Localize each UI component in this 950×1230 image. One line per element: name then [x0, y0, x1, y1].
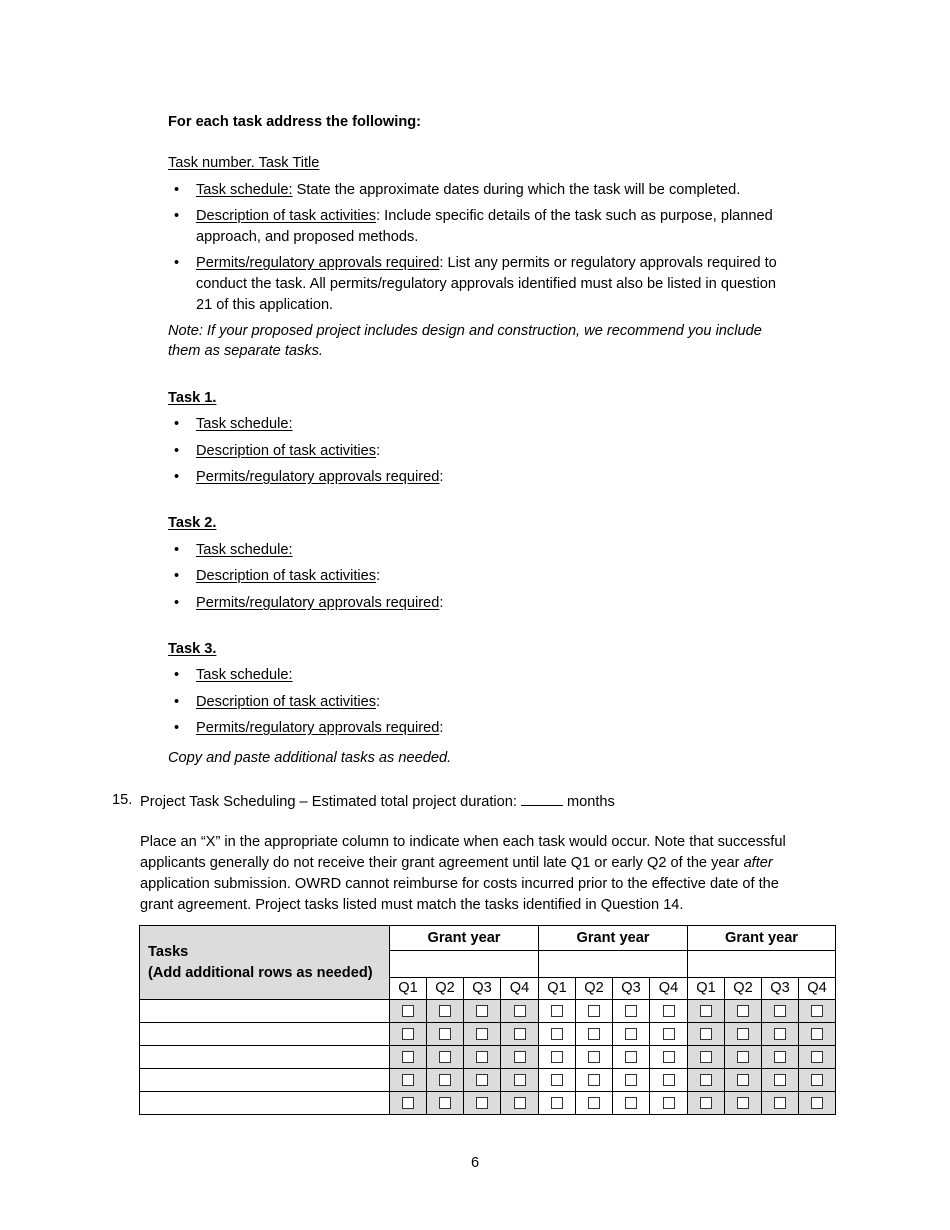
task-name-cell[interactable]: [140, 1046, 390, 1069]
checkbox-icon[interactable]: [774, 1051, 786, 1063]
checkbox-icon[interactable]: [402, 1097, 414, 1109]
checkbox-icon[interactable]: [514, 1097, 526, 1109]
task-3-description: Description of task activities:: [196, 694, 381, 710]
checkbox-icon[interactable]: [737, 1028, 749, 1040]
quarter-header: Q2: [576, 978, 613, 1000]
quarter-checkbox-cell[interactable]: [799, 1092, 836, 1115]
year-input-1[interactable]: [390, 951, 539, 978]
quarter-checkbox-cell[interactable]: [688, 1069, 725, 1092]
quarter-checkbox-cell[interactable]: [390, 1046, 427, 1069]
bullet: •: [174, 595, 180, 611]
checkbox-icon[interactable]: [700, 1097, 712, 1109]
bullet: •: [174, 694, 180, 710]
task-format-title: Task number. Task Title: [168, 155, 320, 171]
duration-blank[interactable]: [521, 790, 563, 806]
checkbox-icon[interactable]: [663, 1051, 675, 1063]
checkbox-icon[interactable]: [737, 1051, 749, 1063]
format-item-permits-cont2: 21 of this application.: [196, 297, 334, 313]
q15-para-line2: applicants generally do not receive their grant agreement until late Q1 or early Q2 of the year after: [140, 855, 773, 871]
quarter-header: Q2: [725, 978, 762, 1000]
year-input-3[interactable]: [688, 951, 836, 978]
format-item-permits: Permits/regulatory approvals required: List any permits or regulatory approvals required to: [196, 255, 777, 271]
quarter-checkbox-cell[interactable]: [390, 1023, 427, 1046]
checkbox-icon[interactable]: [551, 1005, 563, 1017]
bullet: •: [174, 443, 180, 459]
quarter-checkbox-cell[interactable]: [427, 1000, 464, 1023]
checkbox-icon[interactable]: [663, 1097, 675, 1109]
task-1-permits: Permits/regulatory approvals required:: [196, 469, 444, 485]
quarter-checkbox-cell[interactable]: [688, 1092, 725, 1115]
checkbox-icon[interactable]: [811, 1051, 823, 1063]
checkbox-icon[interactable]: [700, 1005, 712, 1017]
checkbox-icon[interactable]: [439, 1005, 451, 1017]
format-item-schedule: Task schedule: State the approximate dates during which the task will be completed.: [196, 182, 741, 198]
checkbox-icon[interactable]: [402, 1074, 414, 1086]
quarter-checkbox-cell[interactable]: [539, 1000, 576, 1023]
task-name-cell[interactable]: [140, 1000, 390, 1023]
quarter-checkbox-cell[interactable]: [650, 1046, 688, 1069]
checkbox-icon[interactable]: [663, 1005, 675, 1017]
quarter-header: Q4: [799, 978, 836, 1000]
checkbox-icon[interactable]: [625, 1097, 637, 1109]
checkbox-icon[interactable]: [700, 1074, 712, 1086]
checkbox-icon[interactable]: [625, 1005, 637, 1017]
quarter-checkbox-cell[interactable]: [799, 1000, 836, 1023]
checkbox-icon[interactable]: [625, 1074, 637, 1086]
quarter-checkbox-cell[interactable]: [613, 1000, 650, 1023]
checkbox-icon[interactable]: [663, 1074, 675, 1086]
checkbox-icon[interactable]: [551, 1028, 563, 1040]
quarter-checkbox-cell[interactable]: [576, 1069, 613, 1092]
quarter-header: Q3: [762, 978, 799, 1000]
grant-year-header-1: Grant year: [390, 926, 539, 951]
checkbox-icon[interactable]: [551, 1097, 563, 1109]
checkbox-icon[interactable]: [588, 1005, 600, 1017]
quarter-checkbox-cell[interactable]: [799, 1046, 836, 1069]
checkbox-icon[interactable]: [551, 1074, 563, 1086]
checkbox-icon[interactable]: [476, 1097, 488, 1109]
checkbox-icon[interactable]: [625, 1051, 637, 1063]
quarter-checkbox-cell[interactable]: [576, 1046, 613, 1069]
quarter-checkbox-cell[interactable]: [762, 1069, 799, 1092]
task-name-cell[interactable]: [140, 1023, 390, 1046]
checkbox-icon[interactable]: [476, 1074, 488, 1086]
checkbox-icon[interactable]: [439, 1028, 451, 1040]
quarter-checkbox-cell[interactable]: [613, 1069, 650, 1092]
checkbox-icon[interactable]: [663, 1028, 675, 1040]
checkbox-icon[interactable]: [551, 1051, 563, 1063]
task-name-cell[interactable]: [140, 1092, 390, 1115]
quarter-checkbox-cell[interactable]: [650, 1000, 688, 1023]
quarter-checkbox-cell[interactable]: [576, 1000, 613, 1023]
quarter-checkbox-cell[interactable]: [799, 1069, 836, 1092]
format-item-description-cont: approach, and proposed methods.: [196, 229, 419, 245]
quarter-checkbox-cell[interactable]: [650, 1092, 688, 1115]
bullet: •: [174, 255, 180, 271]
year-input-2[interactable]: [539, 951, 688, 978]
quarter-checkbox-cell[interactable]: [464, 1023, 501, 1046]
checkbox-icon[interactable]: [774, 1028, 786, 1040]
checkbox-icon[interactable]: [402, 1005, 414, 1017]
quarter-checkbox-cell[interactable]: [650, 1069, 688, 1092]
bullet: •: [174, 568, 180, 584]
quarter-checkbox-cell[interactable]: [725, 1069, 762, 1092]
task-2-permits: Permits/regulatory approvals required:: [196, 595, 444, 611]
checkbox-icon[interactable]: [402, 1051, 414, 1063]
task-name-cell[interactable]: [140, 1069, 390, 1092]
checkbox-icon[interactable]: [700, 1051, 712, 1063]
checkbox-icon[interactable]: [811, 1028, 823, 1040]
checkbox-icon[interactable]: [514, 1028, 526, 1040]
quarter-checkbox-cell[interactable]: [725, 1092, 762, 1115]
quarter-checkbox-cell[interactable]: [725, 1046, 762, 1069]
question-15-text: Project Task Scheduling – Estimated total project duration: months: [140, 790, 615, 813]
quarter-checkbox-cell[interactable]: [501, 1000, 539, 1023]
intro-heading: For each task address the following:: [168, 114, 422, 130]
quarter-checkbox-cell[interactable]: [427, 1046, 464, 1069]
checkbox-icon[interactable]: [439, 1051, 451, 1063]
quarter-checkbox-cell[interactable]: [613, 1046, 650, 1069]
task-2-title: Task 2.: [168, 515, 217, 531]
checkbox-icon[interactable]: [774, 1005, 786, 1017]
quarter-checkbox-cell[interactable]: [799, 1023, 836, 1046]
task-3-permits: Permits/regulatory approvals required:: [196, 720, 444, 736]
quarter-checkbox-cell[interactable]: [427, 1069, 464, 1092]
quarter-checkbox-cell[interactable]: [762, 1046, 799, 1069]
bullet: •: [174, 208, 180, 224]
copy-note: Copy and paste additional tasks as needed.: [168, 750, 452, 766]
grant-year-header-3: Grant year: [688, 926, 836, 951]
quarter-checkbox-cell[interactable]: [464, 1000, 501, 1023]
checkbox-icon[interactable]: [476, 1028, 488, 1040]
checkbox-icon[interactable]: [700, 1028, 712, 1040]
task-3-schedule: Task schedule:: [196, 667, 293, 683]
quarter-header: Q4: [501, 978, 539, 1000]
checkbox-icon[interactable]: [514, 1074, 526, 1086]
quarter-checkbox-cell[interactable]: [576, 1092, 613, 1115]
bullet: •: [174, 542, 180, 558]
checkbox-icon[interactable]: [774, 1097, 786, 1109]
checkbox-icon[interactable]: [476, 1005, 488, 1017]
quarter-checkbox-cell[interactable]: [725, 1023, 762, 1046]
quarter-checkbox-cell[interactable]: [762, 1000, 799, 1023]
quarter-checkbox-cell[interactable]: [762, 1023, 799, 1046]
checkbox-icon[interactable]: [737, 1005, 749, 1017]
quarter-checkbox-cell[interactable]: [613, 1092, 650, 1115]
task-1-description: Description of task activities:: [196, 443, 381, 459]
checkbox-icon[interactable]: [811, 1074, 823, 1086]
checkbox-icon[interactable]: [439, 1074, 451, 1086]
bullet: •: [174, 182, 180, 198]
quarter-checkbox-cell[interactable]: [501, 1023, 539, 1046]
quarter-checkbox-cell[interactable]: [539, 1046, 576, 1069]
bullet: •: [174, 667, 180, 683]
q15-para-line3: application submission. OWRD cannot reimburse for costs incurred prior to the effective date of the: [140, 876, 779, 892]
tasks-header: Tasks (Add additional rows as needed): [140, 926, 390, 1000]
checkbox-icon[interactable]: [811, 1005, 823, 1017]
checkbox-icon[interactable]: [737, 1097, 749, 1109]
quarter-header: Q3: [464, 978, 501, 1000]
checkbox-icon[interactable]: [588, 1051, 600, 1063]
quarter-header: Q2: [427, 978, 464, 1000]
quarter-checkbox-cell[interactable]: [688, 1023, 725, 1046]
quarter-header: Q3: [613, 978, 650, 1000]
checkbox-icon[interactable]: [774, 1074, 786, 1086]
quarter-checkbox-cell[interactable]: [501, 1046, 539, 1069]
quarter-checkbox-cell[interactable]: [427, 1092, 464, 1115]
format-item-permits-cont: conduct the task. All permits/regulatory approvals identified must also be listed in question: [196, 276, 777, 292]
quarter-checkbox-cell[interactable]: [464, 1092, 501, 1115]
quarter-checkbox-cell[interactable]: [576, 1023, 613, 1046]
quarter-checkbox-cell[interactable]: [464, 1069, 501, 1092]
quarter-checkbox-cell[interactable]: [539, 1092, 576, 1115]
checkbox-icon[interactable]: [588, 1074, 600, 1086]
bullet: •: [174, 469, 180, 485]
checkbox-icon[interactable]: [737, 1074, 749, 1086]
quarter-header: Q1: [390, 978, 427, 1000]
question-15-number: 15.: [112, 792, 133, 808]
page-number: 6: [470, 1155, 480, 1171]
task-3-title: Task 3.: [168, 641, 217, 657]
checkbox-icon[interactable]: [811, 1097, 823, 1109]
quarter-checkbox-cell[interactable]: [501, 1069, 539, 1092]
grant-year-header-2: Grant year: [539, 926, 688, 951]
format-item-description: Description of task activities: Include specific details of the task such as purpose, planned: [196, 208, 773, 224]
checkbox-icon[interactable]: [625, 1028, 637, 1040]
quarter-checkbox-cell[interactable]: [464, 1046, 501, 1069]
checkbox-icon[interactable]: [588, 1028, 600, 1040]
quarter-header: Q4: [650, 978, 688, 1000]
quarter-checkbox-cell[interactable]: [390, 1000, 427, 1023]
quarter-checkbox-cell[interactable]: [539, 1069, 576, 1092]
checkbox-icon[interactable]: [476, 1051, 488, 1063]
design-note-cont: them as separate tasks.: [168, 343, 323, 359]
design-note: Note: If your proposed project includes design and construction, we recommend you include: [168, 323, 762, 339]
quarter-checkbox-cell[interactable]: [539, 1023, 576, 1046]
quarter-header: Q1: [539, 978, 576, 1000]
checkbox-icon[interactable]: [439, 1097, 451, 1109]
quarter-header: Q1: [688, 978, 725, 1000]
task-1-title: Task 1.: [168, 390, 217, 406]
q15-para-line4: grant agreement. Project tasks listed must match the tasks identified in Question 14.: [140, 897, 684, 913]
task-2-description: Description of task activities:: [196, 568, 381, 584]
q15-para-line1: Place an “X” in the appropriate column to indicate when each task would occur. Note that successful: [140, 834, 786, 850]
quarter-checkbox-cell[interactable]: [390, 1092, 427, 1115]
bullet: •: [174, 720, 180, 736]
checkbox-icon[interactable]: [514, 1051, 526, 1063]
quarter-checkbox-cell[interactable]: [650, 1023, 688, 1046]
task-2-schedule: Task schedule:: [196, 542, 293, 558]
quarter-checkbox-cell[interactable]: [613, 1023, 650, 1046]
checkbox-icon[interactable]: [402, 1028, 414, 1040]
quarter-checkbox-cell[interactable]: [390, 1069, 427, 1092]
checkbox-icon[interactable]: [588, 1097, 600, 1109]
quarter-checkbox-cell[interactable]: [427, 1023, 464, 1046]
quarter-checkbox-cell[interactable]: [762, 1092, 799, 1115]
quarter-checkbox-cell[interactable]: [688, 1000, 725, 1023]
bullet: •: [174, 416, 180, 432]
schedule-table: [139, 925, 836, 1115]
task-1-schedule: Task schedule:: [196, 416, 293, 432]
quarter-checkbox-cell[interactable]: [725, 1000, 762, 1023]
checkbox-icon[interactable]: [514, 1005, 526, 1017]
quarter-checkbox-cell[interactable]: [501, 1092, 539, 1115]
quarter-checkbox-cell[interactable]: [688, 1046, 725, 1069]
